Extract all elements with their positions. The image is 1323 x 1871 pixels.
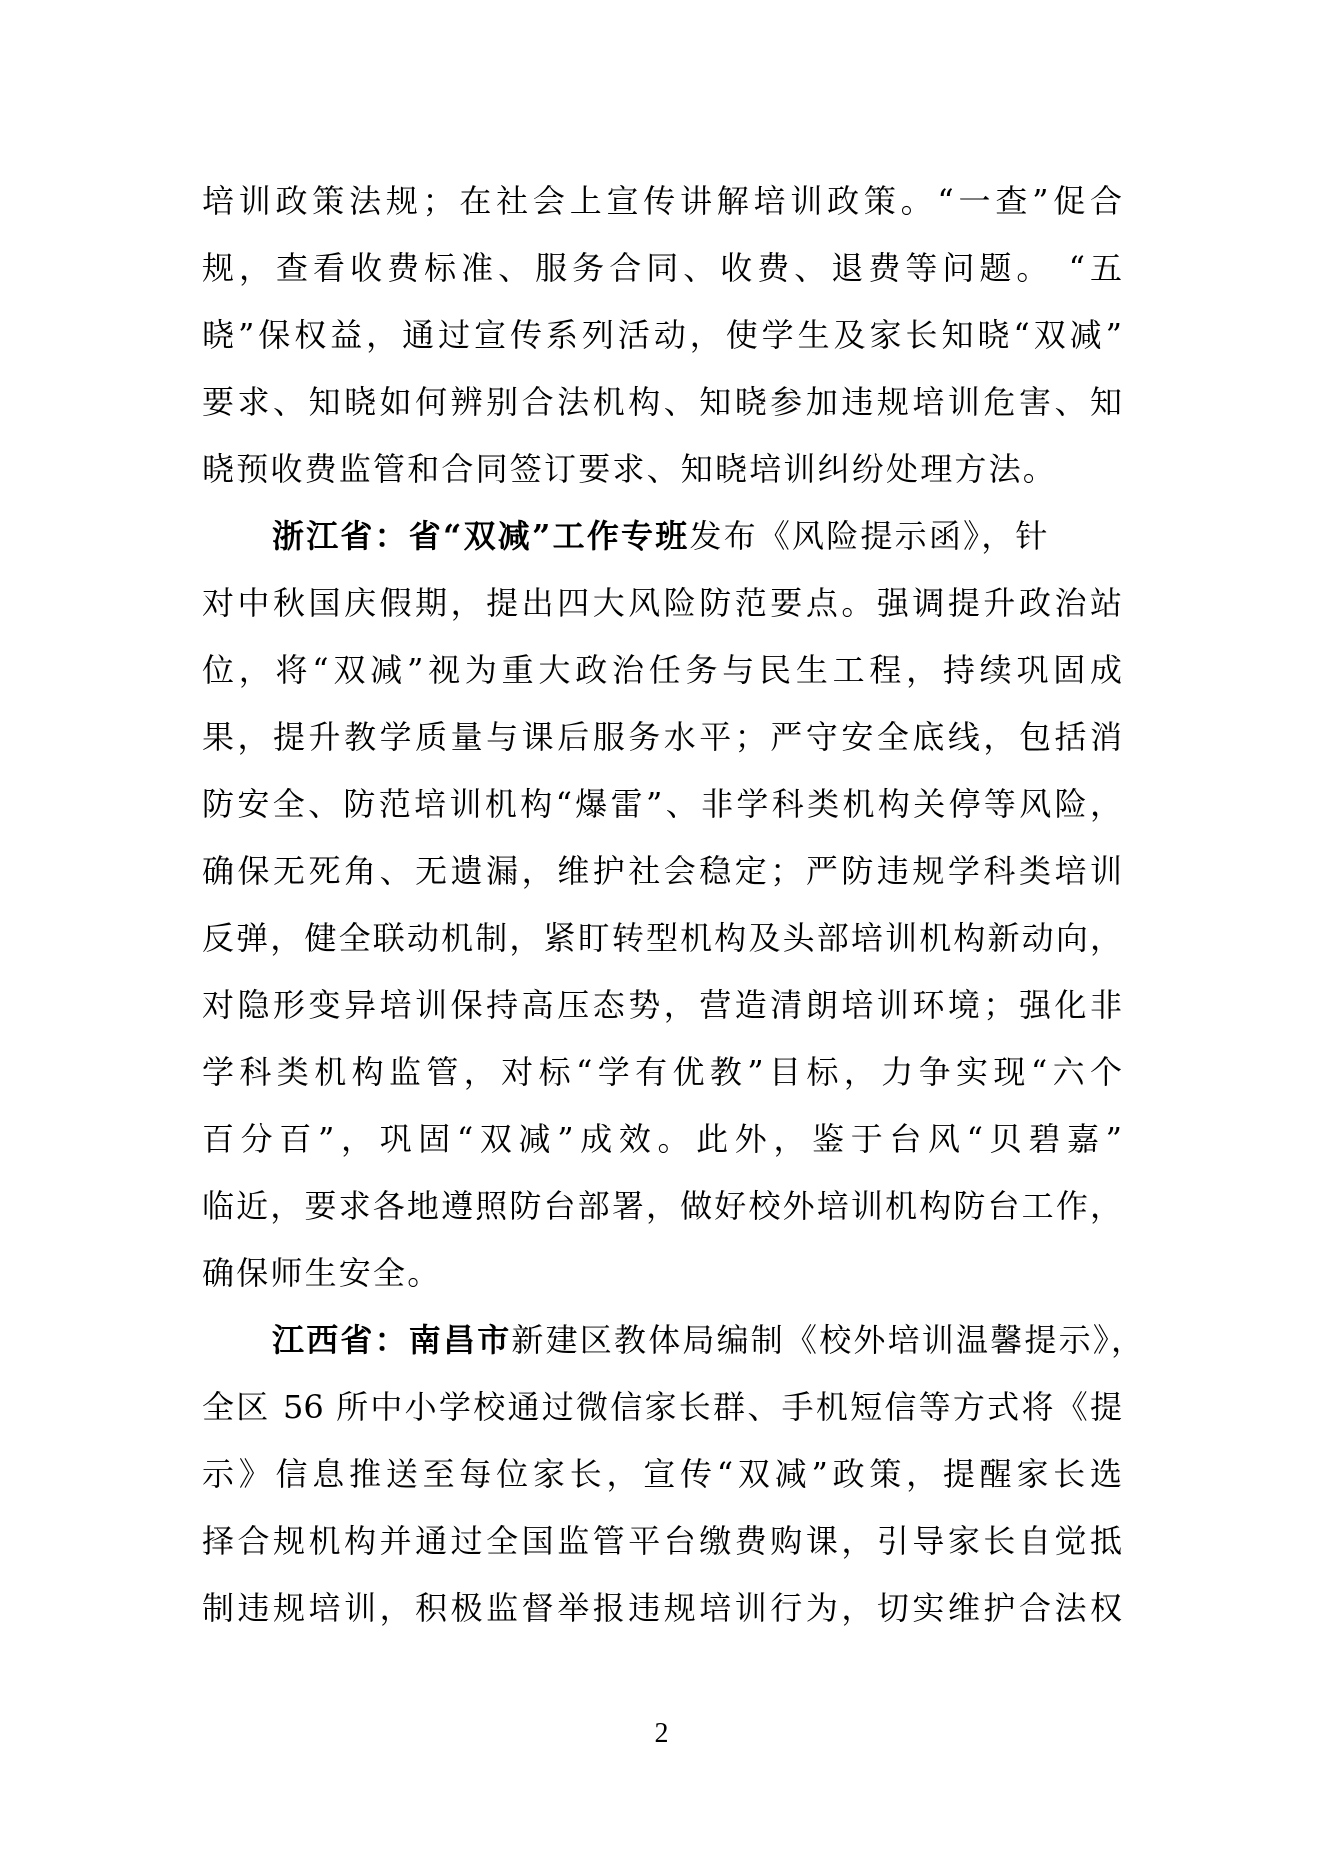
document-body: [202, 168, 1146, 1642]
province-heading: 浙江省：省“双减”工作专班: [272, 517, 690, 555]
text-line: 百分百”，巩固“双减”成效。此外，鉴于台风“贝碧嘉”: [202, 1120, 1122, 1158]
paragraph: [202, 1307, 1146, 1642]
text-line: 制违规培训，积极监督举报违规培训行为，切实维护合法权: [202, 1589, 1122, 1627]
paragraph: [202, 503, 1122, 1307]
text-line: 全区 56 所中小学校通过微信家长群、手机短信等方式将《提: [202, 1388, 1122, 1426]
text-line: 要求、知晓如何辨别合法机构、知晓参加违规培训危害、知: [202, 383, 1122, 421]
page-number: 2: [654, 1718, 669, 1749]
text-line: 示》信息推送至每位家长，宣传“双减”政策，提醒家长选: [202, 1455, 1122, 1493]
text-line: 果，提升教学质量与课后服务水平；严守安全底线，包括消: [202, 718, 1122, 756]
text-line: 对中秋国庆假期，提出四大风险防范要点。强调提升政治站: [202, 584, 1122, 622]
text-line: 对隐形变异培训保持高压态势，营造清朗培训环境；强化非: [202, 986, 1122, 1024]
text-line: 培训政策法规；在社会上宣传讲解培训政策。“一查”促合: [202, 182, 1122, 220]
lead-text: 发布《风险提示函》，针: [689, 517, 1050, 555]
paragraph: [202, 168, 1122, 503]
text-line: 规，查看收费标准、服务合同、收费、退费等问题。 “五: [202, 249, 1122, 287]
text-line: 位，将“双减”视为重大政治任务与民生工程，持续巩固成: [202, 651, 1122, 689]
text-line: 反弹，健全联动机制，紧盯转型机构及头部培训机构新动向，: [202, 919, 1122, 957]
text-line: [202, 1307, 1146, 1374]
text-line: 晓”保权益，通过宣传系列活动，使学生及家长知晓“双减”: [202, 316, 1122, 354]
text-line: 临近，要求各地遵照防台部署，做好校外培训机构防台工作，: [202, 1187, 1122, 1225]
province-heading: 江西省：南昌市: [272, 1321, 512, 1359]
text-line: 确保师生安全。: [202, 1254, 442, 1292]
lead-text: 新建区教体局编制《校外培训温馨提示》，: [511, 1321, 1146, 1359]
text-line: 择合规机构并通过全国监管平台缴费购课，引导家长自觉抵: [202, 1522, 1122, 1560]
text-line: 防安全、防范培训机构“爆雷”、非学科类机构关停等风险，: [202, 785, 1122, 823]
text-line: 确保无死角、无遗漏，维护社会稳定；严防违规学科类培训: [202, 852, 1122, 890]
text-line: [202, 503, 1122, 570]
text-line: 晓预收费监管和合同签订要求、知晓培训纠纷处理方法。: [202, 450, 1058, 488]
text-line: 学科类机构监管，对标“学有优教”目标，力争实现“六个: [202, 1053, 1122, 1091]
